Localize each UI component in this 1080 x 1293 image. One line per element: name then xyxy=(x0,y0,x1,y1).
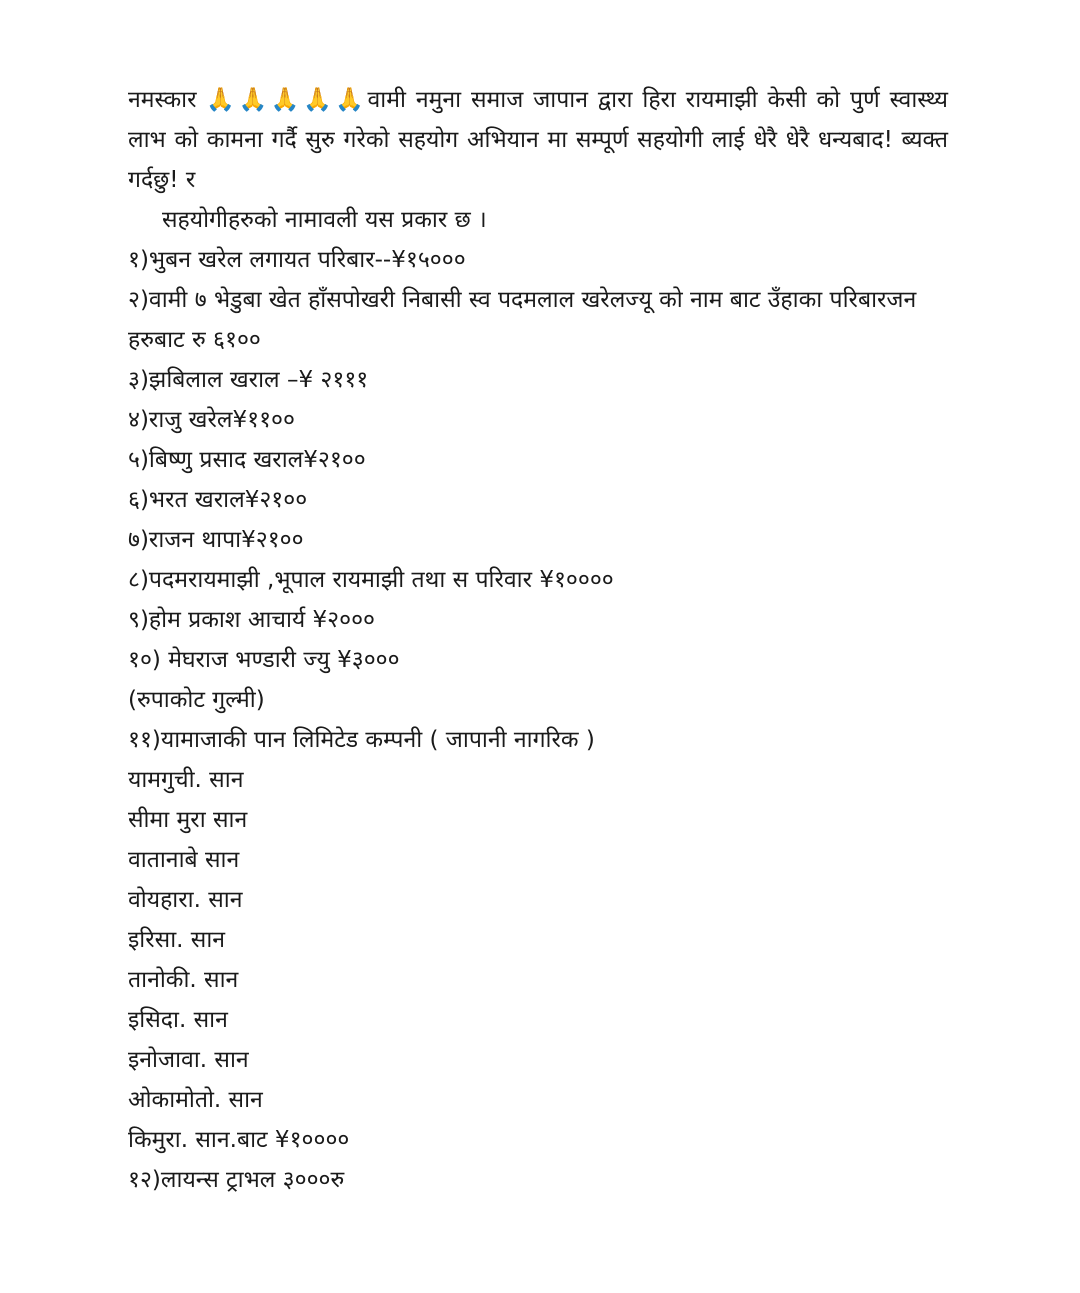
list-item: इनोजावा. सान xyxy=(128,1047,249,1073)
list-item: तानोकी. सान xyxy=(128,967,239,993)
list-item: इसिदा. सान xyxy=(128,1007,228,1033)
folded-hands-icon: 🙏🙏🙏🙏🙏 xyxy=(206,87,368,113)
list-heading: सहयोगीहरुको नामावली यस प्रकार छ । xyxy=(162,207,487,233)
list-item: किमुरा. सान.बाट ¥१०००० xyxy=(128,1127,350,1153)
list-item: ७)राजन थापा¥२१०० xyxy=(128,527,304,553)
list-item: ११)यामाजाकी पान लिमिटेड कम्पनी ( जापानी नागरिक ) xyxy=(128,727,595,753)
list-item: ५)बिष्णु प्रसाद खराल¥२१०० xyxy=(128,447,366,473)
list-item: ३)झबिलाल खराल –¥ २१११ xyxy=(128,367,369,393)
list-item: वातानाबे सान xyxy=(128,847,240,873)
list-item: १२)लायन्स ट्राभल ३०००रु xyxy=(128,1167,345,1193)
list-item: २)वामी ७ भेडुबा खेत हाँसपोखरी निबासी स्व पदमलाल खरेलज्यू को नाम बाट उँहाका परिबारजन हरुबाट रु ६१०० xyxy=(128,287,917,353)
list-item: (रुपाकोट गुल्मी) xyxy=(128,687,265,713)
list-item: ८)पदमरायमाझी ,भूपाल रायमाझी तथा स परिवार ¥१०००० xyxy=(128,567,614,593)
contributor-list xyxy=(128,200,958,1200)
list-item: ओकामोतो. सान xyxy=(128,1087,263,1113)
list-item: १)भुबन खरेल लगायत परिबार--¥१५००० xyxy=(128,247,466,273)
list-item: सीमा मुरा सान xyxy=(128,807,248,833)
list-item: ९)होम प्रकाश आचार्य ¥२००० xyxy=(128,607,376,633)
greeting-text: नमस्कार xyxy=(128,87,197,113)
list-item: इरिसा. सान xyxy=(128,927,226,953)
list-item: ६)भरत खराल¥२१०० xyxy=(128,487,308,513)
list-item: १०) मेघराज भण्डारी ज्यु ¥३००० xyxy=(128,647,400,673)
list-item: यामगुची. सान xyxy=(128,767,244,793)
list-item: ४)राजु खरेल¥११०० xyxy=(128,407,295,433)
intro-paragraph xyxy=(128,80,948,200)
list-item: वोयहारा. सान xyxy=(128,887,243,913)
intro-body-text: वामी नमुना समाज जापान द्वारा हिरा रायमाझी केसी को पुर्ण स्वास्थ्य लाभ को कामना गर्दै सुरु गरेको सहयोग अभियान मा सम्पूर्ण सहयोगी लाई धेरै धेरै धन्यबाद! ब्यक्त गर्दछु! र xyxy=(128,87,948,193)
